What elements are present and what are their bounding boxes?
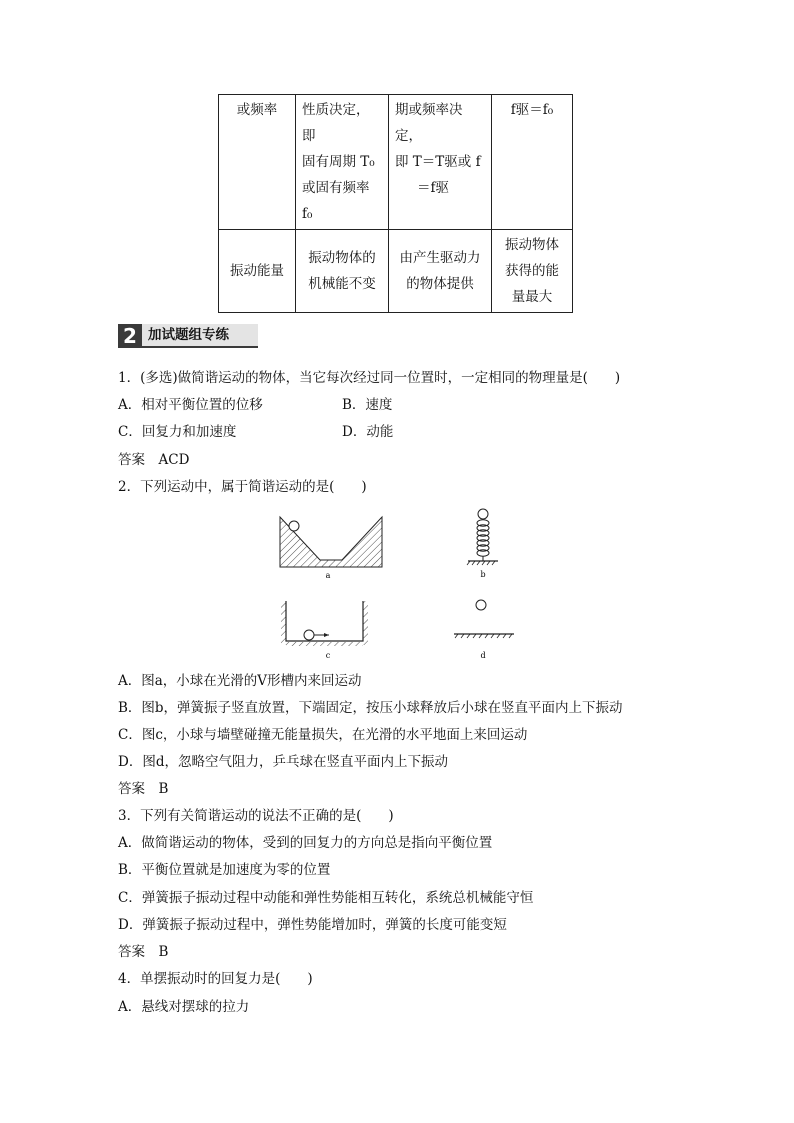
q4-option-a: A．悬线对摆球的拉力: [118, 999, 250, 1015]
ball-icon: [304, 630, 314, 640]
figure-b-spring: [467, 509, 498, 579]
section-title: 加试题组专练: [142, 324, 258, 348]
question-2-stem: 2．下列运动中，属于简谐运动的是( ): [118, 479, 367, 495]
spring-coil-icon: [477, 520, 489, 561]
q1-option-a: A．相对平衡位置的位移: [118, 397, 263, 413]
q3-option-c: C．弹簧振子振动过程中动能和弹性势能相互转化，系统总机械能守恒: [118, 890, 534, 906]
q3-answer: 答案 B: [118, 944, 169, 960]
table-row: [219, 230, 573, 313]
section-number: 2: [118, 324, 142, 348]
table-row: [219, 95, 573, 230]
q2-option-d: D．图d，忽略空气阻力，乒乓球在竖直平面内上下振动: [118, 754, 448, 770]
figure-d-label: d: [480, 651, 486, 660]
table-cell: f驱＝f₀: [492, 95, 573, 230]
q3-option-d: D．弹簧振子振动过程中，弹性势能增加时，弹簧的长度可能变短: [118, 917, 507, 933]
q2-option-b: B．图b，弹簧振子竖直放置，下端固定，按压小球释放后小球在竖直平面内上下振动: [118, 700, 623, 716]
figure-a-v-groove: [280, 517, 382, 580]
question-3-stem: 3．下列有关简谐运动的说法不正确的是( ): [118, 808, 394, 824]
table-cell: 期或频率决定， 即 T＝T驱或 f ＝f驱: [389, 95, 492, 230]
comparison-table: [218, 94, 573, 313]
figure-a-label: a: [325, 571, 331, 580]
table-cell: 振动物体 获得的能 量最大: [492, 230, 573, 313]
ball-icon: [478, 509, 488, 519]
arrow-right-icon: [324, 633, 329, 637]
question-1-stem: 1．(多选)做简谐运动的物体，当它每次经过同一位置时，一定相同的物理量是( ): [118, 370, 621, 386]
ball-icon: [476, 600, 486, 610]
q1-option-d: D．动能: [342, 424, 394, 440]
q3-option-b: B．平衡位置就是加速度为零的位置: [118, 862, 331, 878]
figure-d-ball: [454, 600, 514, 660]
q1-answer: 答案 ACD: [118, 452, 190, 468]
table-cell: 或频率: [219, 95, 296, 230]
q2-answer: 答案 B: [118, 781, 169, 797]
figure-c-walls: [281, 601, 368, 660]
q1-option-b: B．速度: [342, 397, 393, 413]
section-header: [118, 324, 258, 348]
table-cell: 由产生驱动力 的物体提供: [389, 230, 492, 313]
figure-set: [270, 505, 530, 665]
q3-option-a: A．做简谐运动的物体，受到的回复力的方向总是指向平衡位置: [118, 835, 493, 851]
table-cell: 性质决定，即 固有周期 T₀ 或固有频率 f₀: [296, 95, 389, 230]
figure-c-label: c: [325, 651, 331, 660]
figure-b-label: b: [480, 570, 486, 579]
q2-option-c: C．图c，小球与墙壁碰撞无能量损失，在光滑的水平地面上来回运动: [118, 727, 528, 743]
table-cell: 振动能量: [219, 230, 296, 313]
table-cell: 振动物体的 机械能不变: [296, 230, 389, 313]
q2-option-a: A．图a，小球在光滑的V形槽内来回运动: [118, 673, 362, 689]
q1-option-c: C．回复力和加速度: [118, 424, 237, 440]
question-4-stem: 4．单摆振动时的回复力是( ): [118, 971, 313, 987]
ball-icon: [289, 521, 299, 531]
